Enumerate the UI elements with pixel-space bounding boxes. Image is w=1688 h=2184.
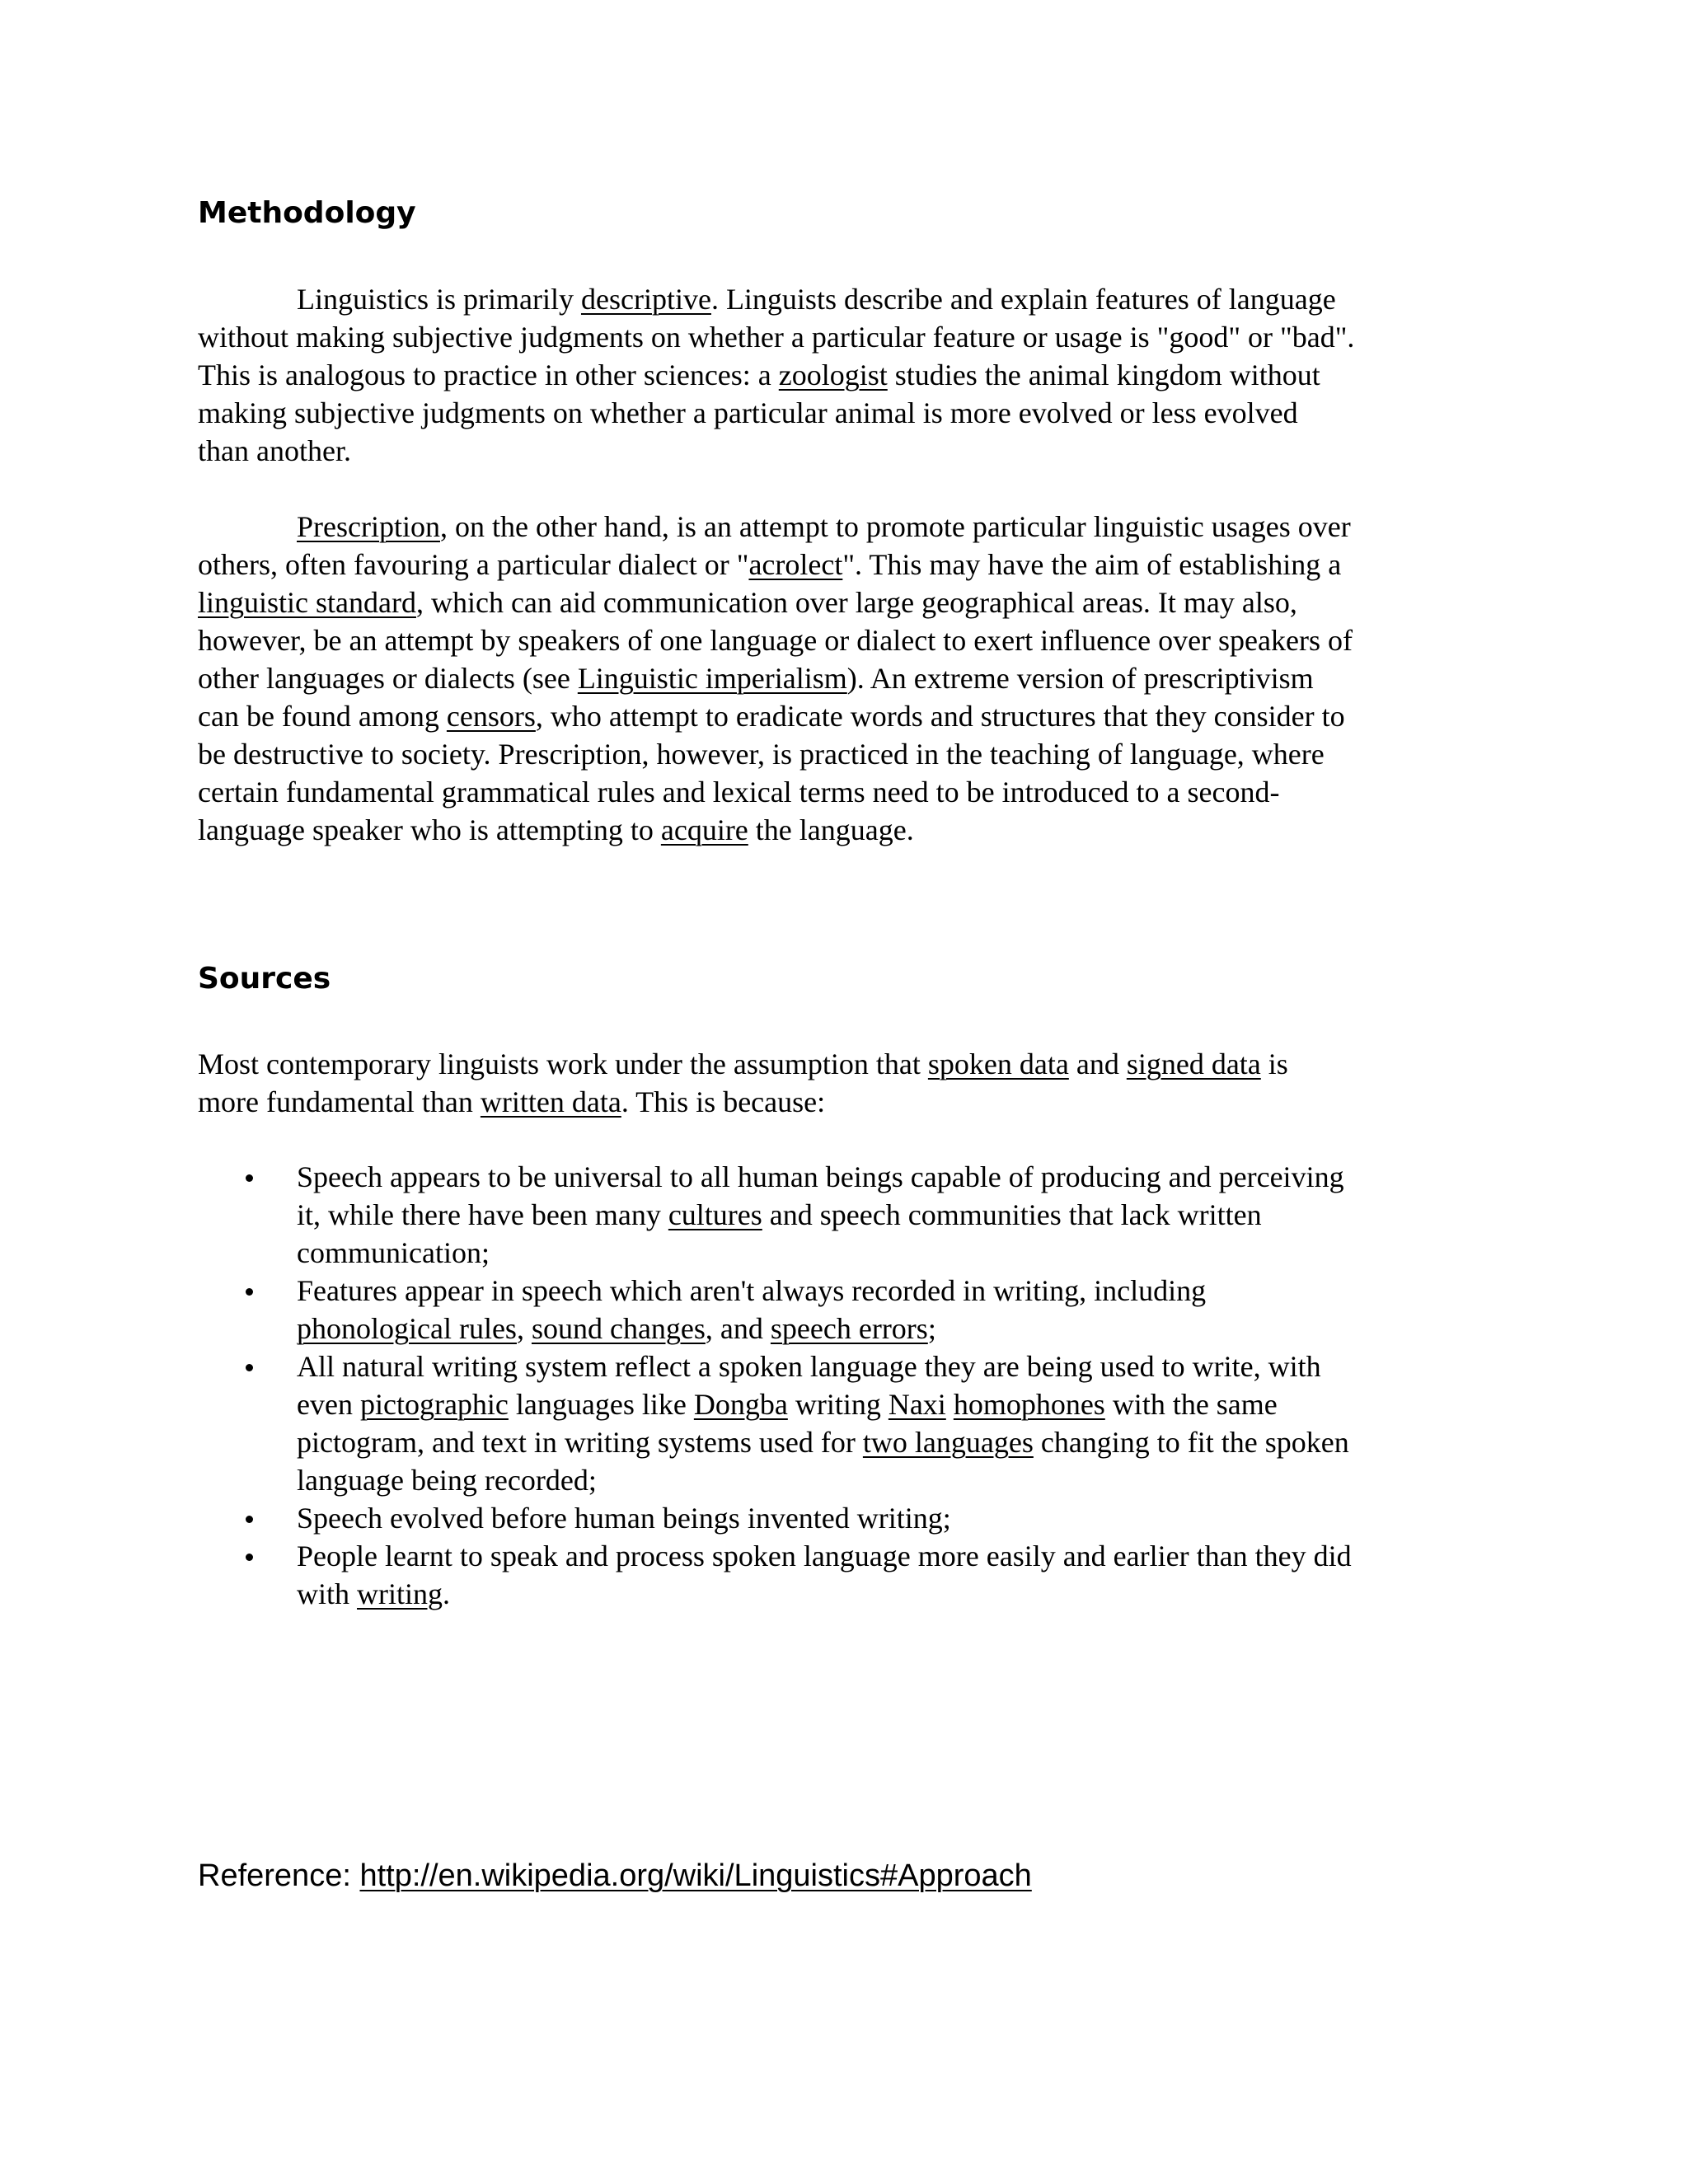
text-span: , — [516, 1312, 532, 1345]
text-span: . — [443, 1577, 451, 1610]
text-span: even — [297, 1388, 360, 1421]
text-line: than another. — [198, 434, 351, 467]
text-span: pictogram, and text in writing systems used for — [297, 1426, 863, 1459]
text-span: , on the other hand, is an attempt to promote particular linguistic usages over — [439, 510, 1351, 543]
text-line — [198, 356, 1484, 394]
text-line — [198, 583, 1484, 621]
text-line — [198, 508, 1484, 546]
text-line: however, be an attempt by speakers of one language or dialect to exert influence over speakers of — [198, 624, 1353, 657]
text-line: Speech appears to be universal to all human beings capable of producing and perceiving — [297, 1160, 1344, 1193]
text-span: others, often favouring a particular dialect or " — [198, 548, 749, 581]
text-span: the language. — [748, 813, 914, 846]
link-dongba[interactable]: Dongba — [693, 1388, 788, 1421]
text-span: language speaker who is attempting to — [198, 813, 661, 846]
text-line — [297, 1310, 1484, 1347]
text-span: ). An extreme version of prescriptivism — [846, 662, 1314, 695]
link-censors[interactable]: censors — [446, 700, 536, 733]
text-line — [198, 659, 1484, 697]
text-span — [946, 1388, 954, 1421]
text-span: and speech communities that lack written — [762, 1198, 1262, 1231]
text-line — [297, 1196, 1484, 1234]
text-span: . Linguists describe and explain features of language — [710, 283, 1336, 316]
text-span: other languages or dialects (see — [198, 662, 578, 695]
link-cultures[interactable]: cultures — [668, 1198, 762, 1231]
bullet-icon — [246, 1288, 253, 1296]
text-span: , which can aid communication over large geographical areas. It may also, — [415, 586, 1297, 619]
text-line: Speech evolved before human beings invented writing; — [297, 1502, 951, 1535]
link-linguistic-standard[interactable]: linguistic standard — [198, 586, 416, 619]
bullet-icon — [246, 1554, 253, 1561]
link-linguistic-imperialism[interactable]: Linguistic imperialism — [577, 662, 847, 695]
list-item — [198, 1499, 1484, 1537]
sources-bullet-list — [198, 1158, 1484, 1613]
text-span: ; — [927, 1312, 936, 1345]
text-span: . This is because: — [621, 1085, 826, 1118]
text-line: making subjective judgments on whether a particular animal is more evolved or less evolved — [198, 396, 1298, 429]
text-line: be destructive to society. Prescription, however, is practiced in the teaching of language, where — [198, 738, 1325, 771]
text-line: All natural writing system reflect a spoken language they are being used to write, with — [297, 1350, 1321, 1383]
text-line — [198, 1045, 1484, 1083]
text-span: more fundamental than — [198, 1085, 481, 1118]
text-span: , who attempt to eradicate words and structures that they consider to — [535, 700, 1345, 733]
text-span: studies the animal kingdom without — [887, 359, 1320, 391]
link-speech-errors[interactable]: speech errors — [770, 1312, 928, 1345]
text-span: it, while there have been many — [297, 1198, 668, 1231]
text-line — [297, 1423, 1484, 1461]
bullet-icon — [246, 1364, 253, 1371]
text-line — [297, 1575, 1484, 1613]
text-span: This is analogous to practice in other sciences: a — [198, 359, 779, 391]
link-acquire[interactable]: acquire — [660, 813, 748, 846]
methodology-paragraph-1 — [198, 280, 1484, 470]
text-span: can be found among — [198, 700, 447, 733]
text-line: certain fundamental grammatical rules and lexical terms need to be introduced to a second- — [198, 776, 1280, 808]
text-line: without making subjective judgments on whether a particular feature or usage is "good" or "bad". — [198, 321, 1355, 354]
link-writing[interactable]: writing — [357, 1577, 443, 1610]
text-span: Linguistics is primarily — [297, 283, 581, 316]
bullet-icon — [246, 1516, 253, 1523]
link-acrolect[interactable]: acrolect — [748, 548, 843, 581]
text-span: languages like — [508, 1388, 694, 1421]
text-line — [198, 811, 1484, 849]
list-item — [198, 1272, 1484, 1347]
text-line: People learnt to speak and process spoken language more easily and earlier than they did — [297, 1540, 1352, 1572]
text-span: and — [1068, 1047, 1127, 1080]
link-prescription[interactable]: Prescription — [297, 510, 440, 543]
text-span: , and — [705, 1312, 771, 1345]
text-span: with the same — [1104, 1388, 1278, 1421]
text-span: changing to fit the spoken — [1033, 1426, 1349, 1459]
text-line — [198, 1083, 1484, 1121]
list-item — [198, 1347, 1484, 1499]
link-phonological-rules[interactable]: phonological rules — [297, 1312, 517, 1345]
text-line — [297, 1385, 1484, 1423]
link-zoologist[interactable]: zoologist — [778, 359, 888, 391]
text-span: ". This may have the aim of establishing a — [842, 548, 1342, 581]
bullet-icon — [246, 1174, 253, 1182]
text-line: Features appear in speech which aren't always recorded in writing, including — [297, 1274, 1207, 1307]
sources-heading: Sources — [198, 962, 331, 996]
link-signed-data[interactable]: signed data — [1126, 1047, 1261, 1080]
text-span: is — [1260, 1047, 1288, 1080]
link-written-data[interactable]: written data — [480, 1085, 621, 1118]
list-item — [198, 1158, 1484, 1272]
list-item — [198, 1537, 1484, 1613]
sources-intro-paragraph — [198, 1045, 1484, 1121]
text-line — [198, 697, 1484, 735]
link-spoken-data[interactable]: spoken data — [927, 1047, 1069, 1080]
methodology-heading: Methodology — [198, 196, 416, 230]
text-span: Most contemporary linguists work under the assumption that — [198, 1047, 928, 1080]
methodology-paragraph-2 — [198, 508, 1484, 849]
text-line: language being recorded; — [297, 1464, 597, 1497]
text-line — [198, 280, 1484, 318]
text-span: with — [297, 1577, 358, 1610]
link-naxi[interactable]: Naxi — [888, 1388, 946, 1421]
reference-url-link[interactable]: http://en.wikipedia.org/wiki/Linguistics#Approach — [359, 1858, 1032, 1893]
link-sound-changes[interactable]: sound changes — [531, 1312, 706, 1345]
reference-label: Reference: — [198, 1858, 360, 1893]
text-line — [198, 546, 1484, 583]
link-homophones[interactable]: homophones — [953, 1388, 1105, 1421]
text-line: communication; — [297, 1236, 490, 1269]
link-pictographic[interactable]: pictographic — [359, 1388, 509, 1421]
link-descriptive[interactable]: descriptive — [580, 283, 711, 316]
reference-line — [198, 1858, 1032, 1894]
text-span: writing — [787, 1388, 889, 1421]
link-two-languages[interactable]: two languages — [862, 1426, 1034, 1459]
